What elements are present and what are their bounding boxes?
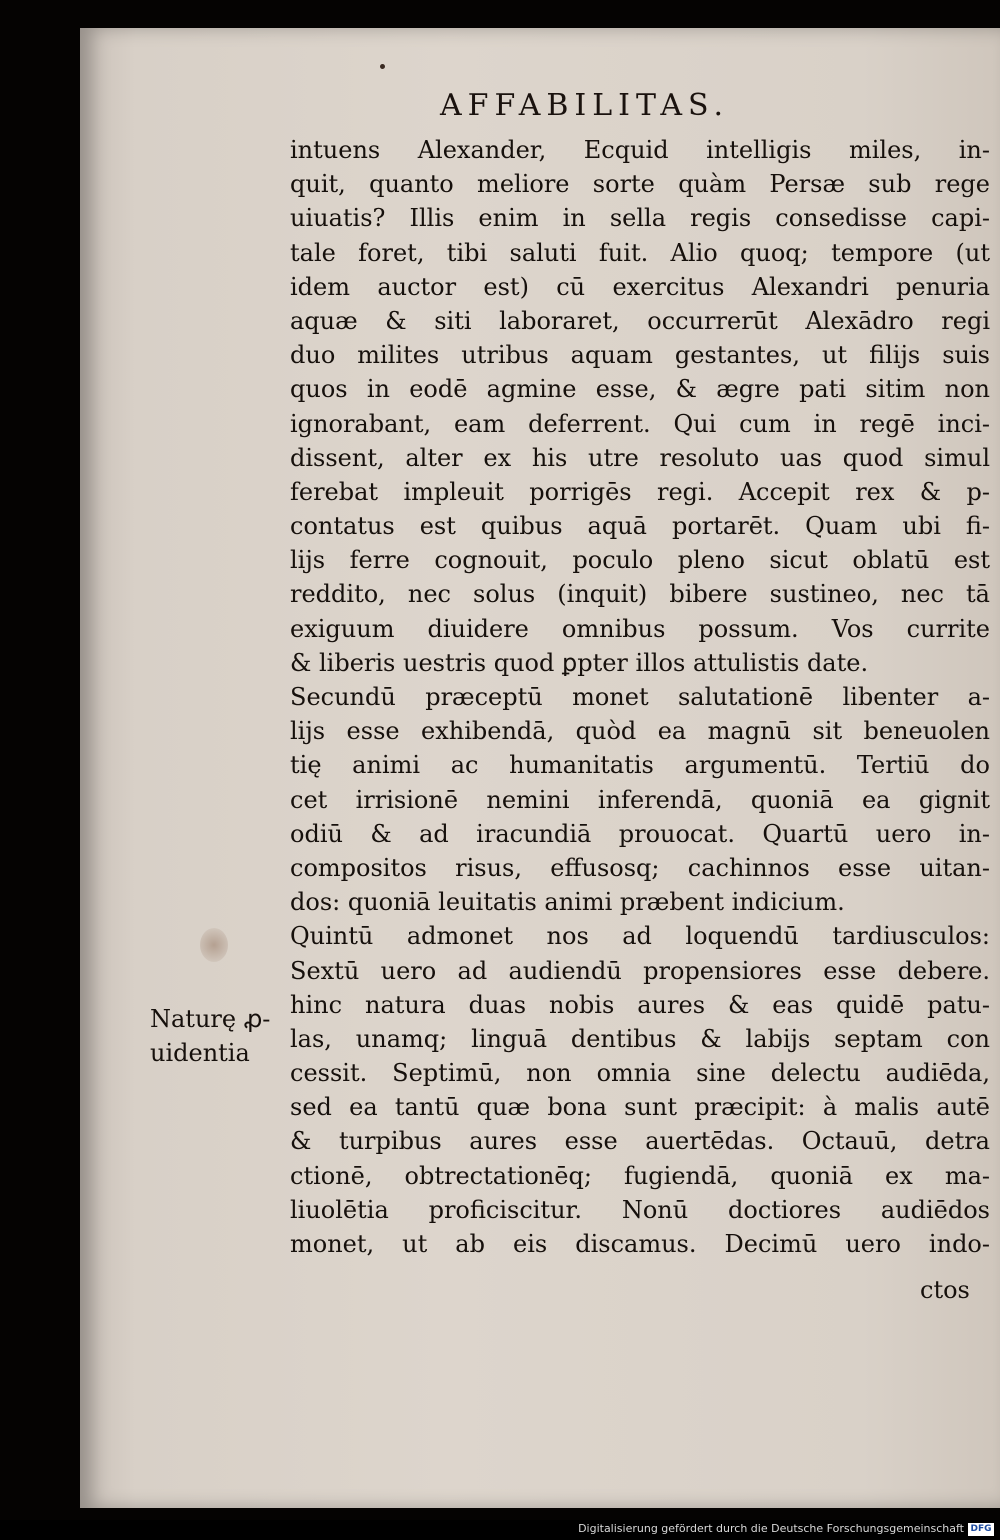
funding-credit: Digitalisierung gefördert durch die Deutsche Forschungsgemeinschaft <box>578 1522 964 1535</box>
text-line: cet irrisionē nemini inferendā, quoniā ea gignit <box>290 785 990 814</box>
text-line: duo milites utribus aquam gestantes, ut filijs suis <box>290 341 990 370</box>
text-line: contatus est quibus aquā portarēt. Quam ubi fi- <box>290 512 990 541</box>
text-line: hinc natura duas nobis aures & eas quidē patu- <box>290 990 990 1019</box>
text-line: cessit. Septimū, non omnia sine delectu audiēda, <box>290 1059 990 1088</box>
text-line: ferebat impleuit porrigēs regi. Accepit rex & p- <box>290 477 990 506</box>
paper-stain <box>200 928 228 962</box>
text-line: lijs ferre cognouit, poculo pleno sicut oblatū est <box>290 546 990 575</box>
text-line: compositos risus, effusosq; cachinnos esse uitan- <box>290 853 990 882</box>
text-line: Quintū admonet nos ad loquendū tardiusculos: <box>290 922 990 951</box>
running-head: AFFABILITAS. <box>440 88 730 123</box>
text-line: tię animi ac humanitatis argumentū. Tertiū do <box>290 751 990 780</box>
dfg-logo: DFG <box>968 1523 994 1536</box>
text-line: Secundū præceptū monet salutationē libenter a- <box>290 683 990 711</box>
text-line: aquæ & siti laboraret, occurrerūt Alexādro regi <box>290 306 990 335</box>
text-line: sed ea tantū quæ bona sunt præcipit: à malis autē <box>290 1093 990 1122</box>
text-line: intuens Alexander, Ecquid intelligis miles, in- <box>290 136 990 164</box>
text-line: dissent, alter ex his utre resoluto uas quod simul <box>290 443 990 472</box>
marginal-note-line: uidentia <box>150 1039 250 1068</box>
text-line: reddito, nec solus (inquit) bibere sustineo, nec tā <box>290 580 990 609</box>
text-line: quit, quanto meliore sorte quàm Persæ sub rege <box>290 170 990 199</box>
text-line: las, unamq; linguā dentibus & labijs septam con <box>290 1024 990 1053</box>
text-line: uiuatis? Illis enim in sella regis consedisse capi- <box>290 204 990 233</box>
text-line: idem auctor est) cū exercitus Alexandri penuria <box>290 272 990 301</box>
text-line: & turpibus aures esse auertēdas. Octauū, detra <box>290 1127 990 1156</box>
text-line: quos in eodē agmine esse, & ægre pati sitim non <box>290 375 990 404</box>
text-line: tale foret, tibi saluti fuit. Alio quoq; tempore (ut <box>290 238 990 267</box>
text-line: odiū & ad iracundiā prouocat. Quartū uero in- <box>290 819 990 848</box>
text-line: monet, ut ab eis discamus. Decimū uero indo- <box>290 1230 990 1258</box>
body-text <box>290 133 990 1261</box>
catchword: ctos <box>920 1276 970 1304</box>
marginal-note <box>150 1002 290 1070</box>
text-line: liuolētia proficiscitur. Nonū doctiores audiēdos <box>290 1195 990 1224</box>
text-line: dos: quoniā leuitatis animi præbent indicium. <box>290 888 845 917</box>
marginal-note-line: Naturę ꝓ- <box>150 1005 271 1033</box>
text-line: ctionē, obtrectationēq; fugiendā, quoniā ex ma- <box>290 1161 990 1190</box>
text-line: & liberis uestris quod ꝑpter illos attulistis date. <box>290 648 869 677</box>
text-line: ignorabant, eam deferrent. Qui cum in regē inci- <box>290 409 990 438</box>
text-line: Sextū uero ad audiendū propensiores esse debere. <box>290 956 990 985</box>
text-line: exiguum diuidere omnibus possum. Vos currite <box>290 614 990 643</box>
ink-dot <box>380 64 385 69</box>
text-line: lijs esse exhibendā, quòd ea magnū sit beneuolen <box>290 717 990 746</box>
